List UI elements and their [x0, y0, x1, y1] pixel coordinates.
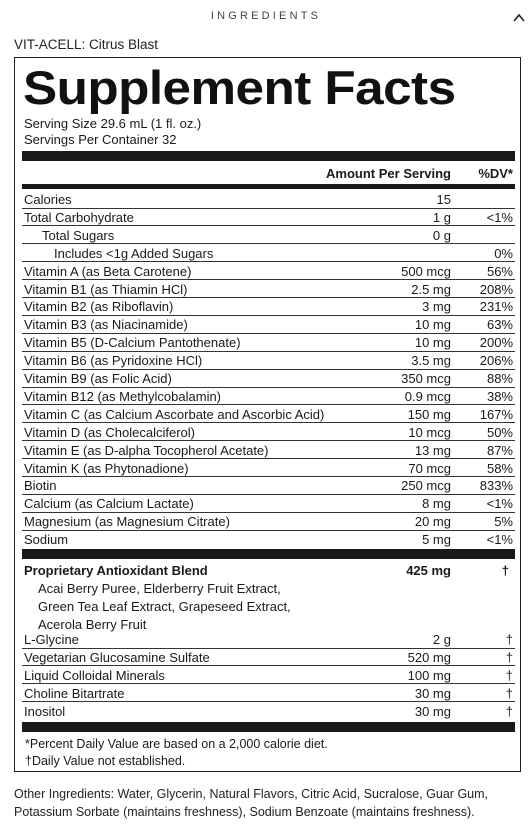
nutrient-name: Vitamin A (as Beta Carotene)	[24, 263, 192, 279]
nutrient-dv: 63%	[486, 317, 513, 333]
nutrient-dv: <1%	[486, 209, 513, 225]
thick-divider	[22, 549, 515, 559]
table-row	[22, 298, 515, 316]
thick-divider	[22, 722, 515, 732]
nutrient-amount: 0.9 mcg	[404, 388, 451, 404]
table-row	[22, 649, 515, 667]
nutrient-amount: 10 mg	[414, 335, 451, 351]
nutrient-name: Vitamin B12 (as Methylcobalamin)	[24, 388, 222, 404]
serving-size: Serving Size 29.6 mL (1 fl. oz.)	[24, 116, 202, 131]
table-row	[22, 352, 515, 370]
table-row	[22, 667, 515, 685]
table-row	[22, 316, 515, 334]
nutrient-amount: 0 g	[432, 227, 451, 243]
table-header	[22, 166, 515, 182]
table-row	[22, 281, 515, 299]
nutrient-name: Sodium	[24, 532, 69, 548]
blend-amount: 425 mg	[406, 563, 451, 578]
nutrient-name: Calories	[24, 192, 72, 207]
nutrient-name: Vitamin B5 (D-Calcium Pantothenate)	[24, 335, 241, 351]
nutrient-dv: 58%	[486, 460, 513, 476]
blend-ingredient-line: Green Tea Leaf Extract, Grapeseed Extract,	[38, 599, 291, 614]
blend-ingredients	[38, 580, 338, 634]
blend-dv: †	[501, 563, 509, 578]
nutrient-name: L-Glycine	[24, 632, 79, 647]
blend-ingredient-line: Acerola Berry Fruit	[38, 617, 147, 632]
nutrient-amount: 30 mg	[414, 703, 451, 719]
nutrient-name: Includes <1g Added Sugars	[54, 245, 214, 261]
nutrient-dv: <1%	[486, 496, 513, 512]
nutrient-amount: 10 mcg	[408, 424, 451, 440]
supplement-facts-panel	[14, 57, 521, 772]
nutrient-name: Inositol	[24, 703, 66, 719]
nutrient-dv: 231%	[479, 299, 513, 315]
table-row	[22, 703, 515, 721]
nutrient-amount: 70 mcg	[408, 460, 451, 476]
chevron-up-icon[interactable]	[512, 12, 526, 24]
thick-divider	[22, 151, 515, 161]
servings-per-container: Servings Per Container 32	[24, 132, 177, 147]
nutrient-dv: †	[505, 632, 513, 647]
nutrient-amount: 10 mg	[414, 317, 451, 333]
nutrient-name: Biotin	[24, 478, 57, 494]
nutrient-amount: 1 g	[432, 209, 451, 225]
nutrient-name: Vitamin B2 (as Riboflavin)	[24, 299, 174, 315]
table-row	[22, 424, 515, 442]
footnote-dagger: †Daily Value not established.	[25, 754, 186, 768]
nutrient-dv: †	[505, 685, 513, 701]
product-name: VIT-ACELL: Citrus Blast	[14, 37, 159, 52]
footnote-dv: *Percent Daily Value are based on a 2,000 calorie diet.	[25, 737, 328, 751]
nutrient-amount: 15	[436, 192, 451, 207]
nutrient-dv: 38%	[486, 388, 513, 404]
table-row	[22, 245, 515, 263]
nutrient-amount: 350 mcg	[401, 371, 451, 386]
table-row	[22, 442, 515, 460]
blend-name: Proprietary Antioxidant Blend	[24, 563, 208, 578]
nutrient-dv: 200%	[479, 335, 513, 351]
nutrient-name: Total Sugars	[42, 227, 115, 243]
table-row	[22, 513, 515, 531]
nutrient-dv: †	[505, 667, 513, 683]
nutrient-name: Vitamin B3 (as Niacinamide)	[24, 317, 188, 333]
nutrient-amount: 100 mg	[407, 667, 451, 683]
nutrient-dv: 88%	[486, 371, 513, 386]
nutrient-amount: 250 mcg	[401, 478, 451, 494]
nutrient-amount: 2 g	[432, 632, 451, 647]
nutrient-amount: 500 mcg	[401, 263, 451, 279]
nutrient-dv: <1%	[486, 532, 513, 548]
nutrient-name: Liquid Colloidal Minerals	[24, 667, 165, 683]
table-row	[22, 334, 515, 352]
table-row	[22, 460, 515, 478]
nutrient-dv: †	[505, 649, 513, 665]
table-row	[22, 388, 515, 406]
nutrient-amount: 2.5 mg	[411, 281, 451, 297]
nutrient-name: Magnesium (as Magnesium Citrate)	[24, 514, 230, 530]
table-row	[22, 531, 515, 549]
nutrient-amount: 5 mg	[422, 532, 451, 548]
nutrient-name: Vitamin B9 (as Folic Acid)	[24, 371, 172, 386]
table-row	[22, 477, 515, 495]
table-row	[22, 631, 515, 649]
nutrient-dv: 0%	[494, 245, 513, 261]
other-ingredients: Other Ingredients: Water, Glycerin, Natural Flavors, Citric Acid, Sucralose, Guar Gum, Potassium Sorbate (maintains freshness), Sodium Benzoate (maintains freshness).	[14, 787, 489, 819]
facts-title: Supplement Facts	[23, 61, 456, 114]
nutrient-dv: 50%	[486, 424, 513, 440]
table-row	[22, 263, 515, 281]
nutrient-amount: 13 mg	[414, 442, 451, 458]
nutrient-name: Vegetarian Glucosamine Sulfate	[24, 649, 210, 665]
nutrient-dv: †	[505, 703, 513, 719]
nutrient-name: Vitamin B1 (as Thiamin HCl)	[24, 281, 188, 297]
header-divider	[22, 184, 515, 189]
table-row	[22, 406, 515, 424]
table-row	[22, 495, 515, 513]
nutrient-dv: 167%	[479, 406, 513, 422]
ingredients-heading: INGREDIENTS	[210, 10, 322, 22]
nutrient-amount: 30 mg	[414, 685, 451, 701]
dv-column-header: %DV*	[478, 166, 513, 181]
blend-ingredient-line: Acai Berry Puree, Elderberry Fruit Extract,	[38, 581, 281, 596]
nutrient-amount: 20 mg	[414, 514, 451, 530]
table-row	[22, 209, 515, 227]
nutrient-name: Calcium (as Calcium Lactate)	[24, 496, 194, 512]
nutrient-amount: 3 mg	[422, 299, 451, 315]
table-row	[22, 685, 515, 703]
nutrient-name: Vitamin C (as Calcium Ascorbate and Ascorbic Acid)	[24, 406, 325, 422]
nutrient-dv: 87%	[486, 442, 513, 458]
nutrient-dv: 833%	[479, 478, 513, 494]
nutrient-amount: 3.5 mg	[411, 353, 451, 369]
table-row	[22, 191, 515, 209]
nutrient-name: Choline Bitartrate	[24, 685, 125, 701]
nutrient-name: Total Carbohydrate	[24, 209, 134, 225]
table-row	[22, 227, 515, 245]
nutrient-name: Vitamin D (as Cholecalciferol)	[24, 424, 195, 440]
nutrient-name: Vitamin B6 (as Pyridoxine HCl)	[24, 353, 203, 369]
nutrient-amount: 8 mg	[422, 496, 451, 512]
nutrient-amount: 150 mg	[407, 406, 451, 422]
nutrient-amount: 520 mg	[407, 649, 451, 665]
nutrient-dv: 206%	[479, 353, 513, 369]
nutrient-dv: 208%	[479, 281, 513, 297]
nutrient-name: Vitamin K (as Phytonadione)	[24, 460, 189, 476]
amount-column-header: Amount Per Serving	[326, 166, 451, 181]
table-row	[22, 370, 515, 388]
nutrient-dv: 5%	[494, 514, 513, 530]
nutrient-name: Vitamin E (as D-alpha Tocopherol Acetate)	[24, 442, 269, 458]
nutrient-dv: 56%	[486, 263, 513, 279]
ingredients-header[interactable]	[0, 8, 532, 28]
